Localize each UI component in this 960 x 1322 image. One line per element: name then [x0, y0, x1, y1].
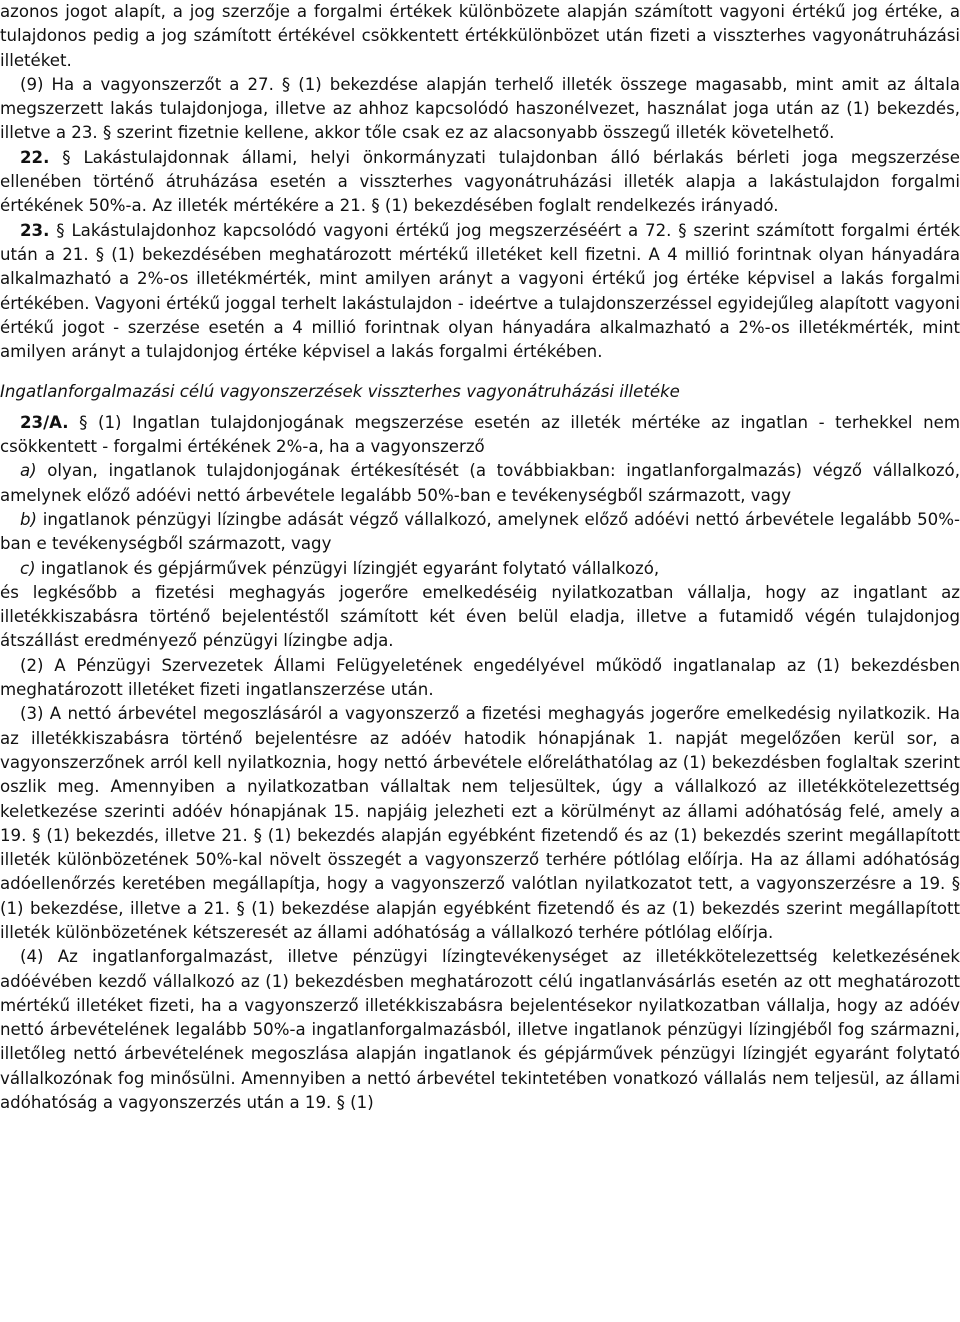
section-23a-text: § (1) Ingatlan tulajdonjogának megszerzése esetén az illeték mértéke az ingatlan - terhekkel nem csökkentett - forgalmi értékének 2%-a, ha a vagyonszerző	[0, 412, 960, 457]
point-c-mark: c)	[20, 558, 36, 578]
section-23a	[0, 411, 960, 460]
section-22-text: § Lakástulajdonnak állami, helyi önkormányzati tulajdonban álló bérlakás bérleti joga megszerzése ellenében történő átruházása esetén a visszterhes vagyonátruházási illeték alapja a lakástulajdon forgalmi értékének 50%-a. Az illeték mértékére a 21. § (1) bekezdésében foglalt rendelkezés irányadó.	[0, 147, 960, 216]
section-number-22: 22.	[20, 147, 50, 167]
section-22	[0, 146, 960, 219]
paragraph-continuation: azonos jogot alapít, a jog szerzője a forgalmi értékek különbözete alapján számított vagyoni értékű jog értéke, a tulajdonos pedig a jog számított értékével csökkentett értékkülönbözet után fizeti a visszterhes vagyonátruházási illetéket.	[0, 2, 960, 70]
paragraph-9: (9) Ha a vagyonszerzőt a 27. § (1) bekezdése alapján terhelő illeték összege magasabb, mint amit az általa megszerzett lakás tulajdonjoga, illetve az ahhoz kapcsolódó haszonélvezet, használat joga után az (1) bekezdés, illetve a 23. § szerint fizetnie kellene, akkor tőle csak ez az alacsonyabb összegű illeték követelhető.	[0, 74, 960, 143]
paragraph-2: (2) A Pénzügyi Szervezetek Állami Felügyeletének engedélyével működő ingatlanalap az (1) bekezdésben meghatározott illetéket fizeti ingatlanszerzése után.	[0, 655, 960, 700]
point-c-text: ingatlanok és gépjárművek pénzügyi lízingjét egyaránt folytató vállalkozó,	[35, 558, 660, 578]
point-c	[0, 557, 960, 581]
point-b	[0, 508, 960, 557]
point-a-mark: a)	[20, 461, 37, 481]
paragraph-4: (4) Az ingatlanforgalmazást, illetve pénzügyi lízingtevékenységet az illetékkötelezettség keletkezésének adóévében kezdő vállalkozó az (1) bekezdésben meghatározott célú ingatlanvásárlás esetén az ott meghatározott mértékű illetéket fizeti, ha a vagyonszerző illetékkiszabásra bejelentésekor nyilatkozatban vállalja, hogy az adóév nettó árbevételének legalább 50%-a ingatlanforgalmazásból, illetve ingatlanok pénzügyi lízingjéből fog származni, illetőleg nettó árbevételének megoszlása alapján ingatlanok és gépjárművek pénzügyi lízingjét egyaránt folytató vállalkozónak fog minősülni. Amennyiben a nettó árbevétel tekintetében vonatkozó vállalás nem teljesül, az állami adóhatóság a vagyonszerzés után a 19. § (1)	[0, 947, 960, 1113]
section-number-23: 23.	[20, 220, 50, 240]
section-23	[0, 219, 960, 365]
paragraph-3: (3) A nettó árbevétel megoszlásáról a vagyonszerző a fizetési meghagyás jogerőre emelkedésig nyilatkozik. Ha az illetékkiszabásra történő bejelentésre az adóév hatodik hónapjának 1. napját megelőzően kerül sor, a vagyonszerzőnek arról kell nyilatkoznia, hogy nettó árbevétele előreláthatólag az (1) bekezdésben foglaltak szerint oszlik meg. Amennyiben a nyilatkozatban vállaltak nem teljesültek, úgy a vállalkozó az illetékkötelezettség keletkezése szerinti adóév hónapjának 15. napjáig jelezheti ezt a körülményt az állami adóhatóság felé, amely a 19. § (1) bekezdés, illetve 21. § (1) bekezdés alapján egyébként fizetendő és az (1) bekezdés szerint megállapított illeték különbözetének 50%-kal növelt összegét a vagyonszerző terhére pótlólag előírja. Ha az állami adóhatóság adóellenőrzés keretében megállapítja, hogy a vagyonszerző valótlan nyilatkozatot tett, a vagyonszerzésre a 19. § (1) bekezdése, illetve a 21. § (1) bekezdése alapján egyébként fizetendő és az (1) bekezdés szerint megállapított illeték különbözetének kétszeresét az állami adóhatóság a vállalkozó terhére pótlólag előírja.	[0, 704, 960, 942]
point-b-mark: b)	[20, 509, 38, 529]
section-heading: Ingatlanforgalmazási célú vagyonszerzések visszterhes vagyonátruházási illetéke	[0, 382, 680, 402]
point-a-text: olyan, ingatlanok tulajdonjogának értékesítését (a továbbiakban: ingatlanforgalmazás) végző vállalkozó, amelynek előző adóévi nettó árbevétele legalább 50%-ban e tevékenységből származott, vagy	[0, 461, 960, 505]
paragraph-after-points: és legkésőbb a fizetési meghagyás jogerőre emelkedéséig nyilatkozatban vállalja, hogy az ingatlant az illetékkiszabásra történő bejelentéstől számított két éven belül eladja, illetve a futamidő végén tulajdonjog átszállást eredményező pénzügyi lízingbe adja.	[0, 582, 960, 651]
section-23-text: § Lakástulajdonhoz kapcsolódó vagyoni értékű jog megszerzéséért a 72. § szerint számított forgalmi érték után a 21. § (1) bekezdésében meghatározott mértékű illetéket kell fizetni. A 4 millió forintnak olyan hányadára alkalmazható a 2%-os illetékmérték, mint amilyen arányt a vagyoni értékű jog értéke képvisel a lakás forgalmi értékében. Vagyoni értékű joggal terhelt lakástulajdon - ideértve a tulajdonszerzéssel egyidejűleg alapított vagyoni értékű jogot - szerzése esetén a 4 millió forintnak olyan hányadára alkalmazható a 2%-os illetékmérték, mint amilyen arányt a tulajdonjog értéke képvisel a lakás forgalmi értékében.	[0, 220, 960, 362]
point-a	[0, 459, 960, 508]
section-number-23a: 23/A.	[20, 412, 69, 432]
point-b-text: ingatlanok pénzügyi lízingbe adását végző vállalkozó, amelynek előző adóévi nettó árbevétele legalább 50%-ban e tevékenységből származott, vagy	[0, 509, 960, 554]
